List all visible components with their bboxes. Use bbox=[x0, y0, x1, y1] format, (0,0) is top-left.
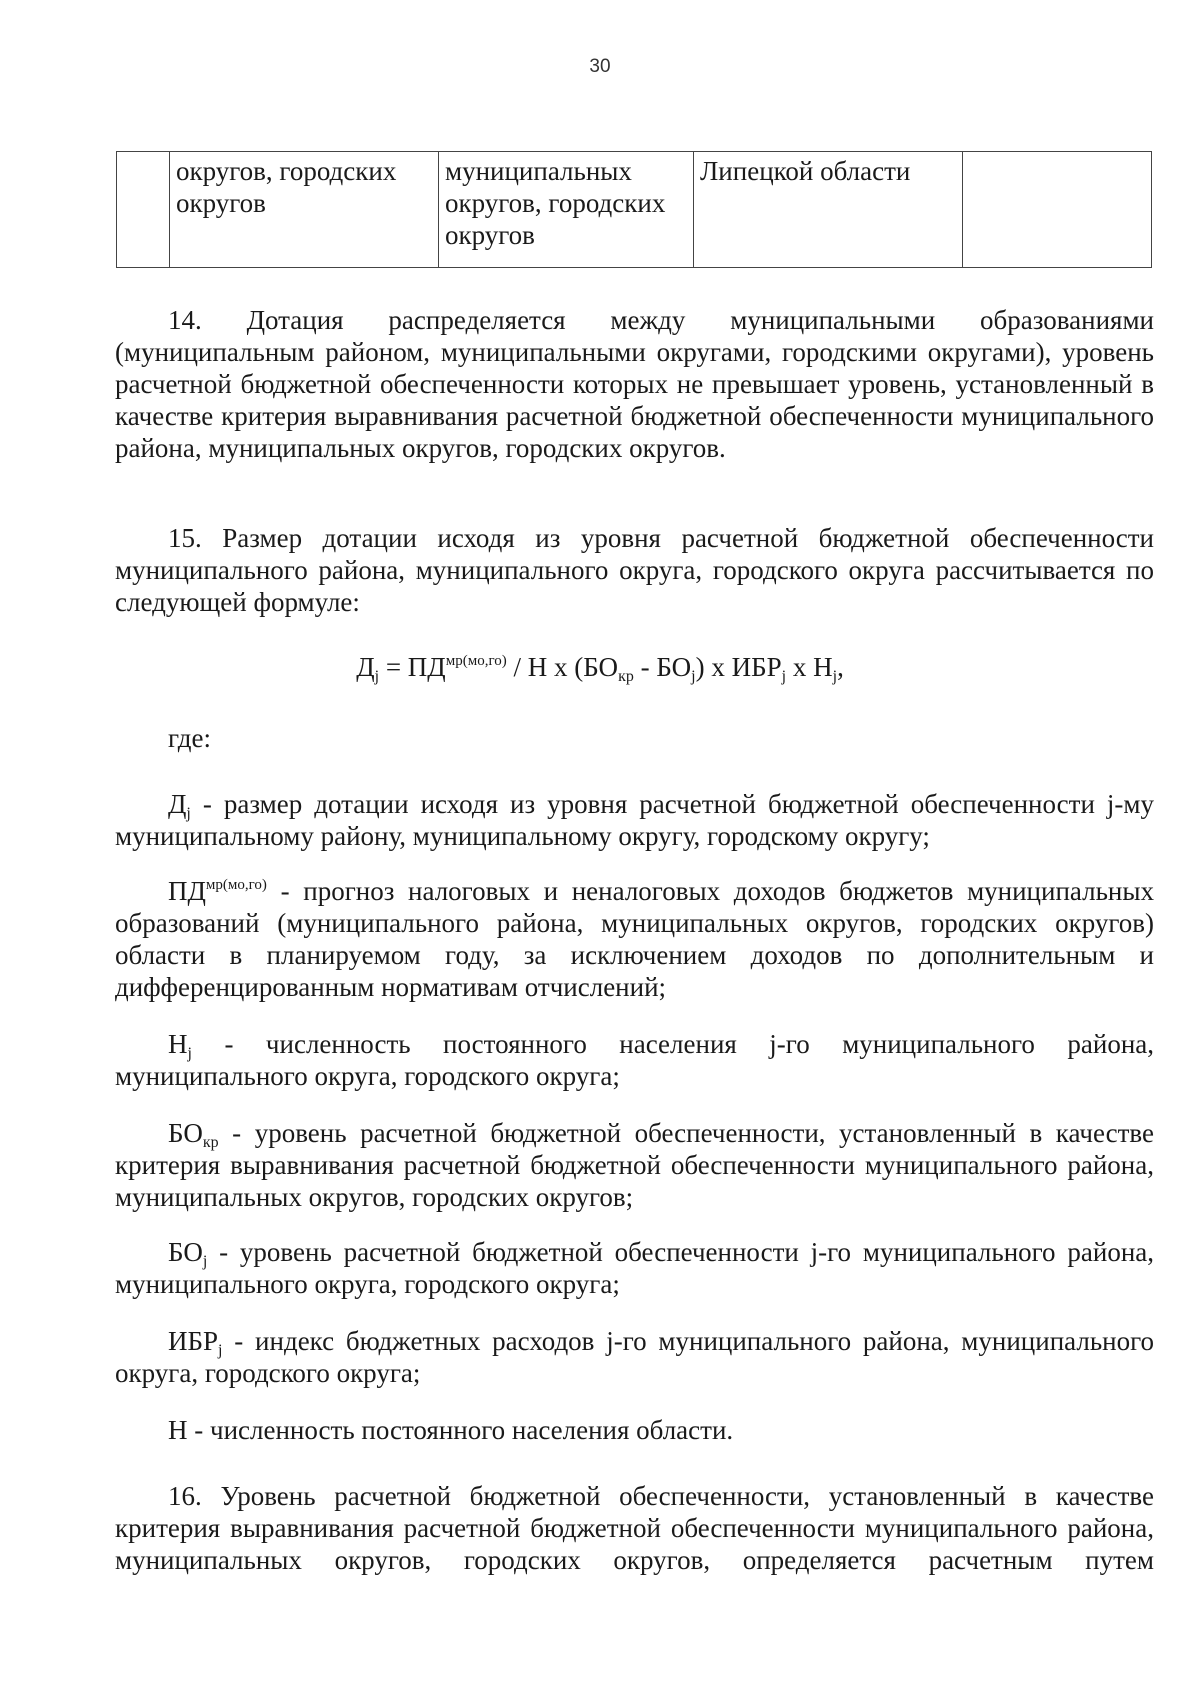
formula-op: ) x bbox=[695, 652, 732, 682]
definition-text: - индекс бюджетных расходов j-го муниципального района, муниципального округа, городского округа; bbox=[115, 1326, 1154, 1388]
symbol: Н bbox=[168, 1029, 188, 1059]
symbol: БО bbox=[168, 1118, 203, 1148]
definition-text: - прогноз налоговых и неналоговых доходов бюджетов муниципальных образований (муниципального района, муниципальных округов, городских округов) области в планируемом году, за исключением доходов по дополнительным и дифференцированным нормативам отчислений; bbox=[115, 876, 1154, 1002]
formula-symbol: ИБР bbox=[731, 652, 782, 682]
definition-text: - уровень расчетной бюджетной обеспеченности, установленный в качестве критерия выравнивания расчетной бюджетной обеспеченности муниципального района, муниципальных округов, городских округов; bbox=[115, 1118, 1154, 1212]
definition-pd bbox=[115, 875, 1154, 1003]
subscript: j bbox=[186, 805, 191, 822]
symbol: ИБР bbox=[168, 1326, 219, 1356]
superscript: мр(мо,го) bbox=[205, 877, 267, 893]
formula-op: x bbox=[786, 652, 814, 682]
continuation-table bbox=[116, 151, 1152, 268]
table-cell: муниципальных округов, городских округов bbox=[439, 152, 694, 268]
table-row bbox=[117, 152, 1152, 268]
definition-bo-j bbox=[115, 1236, 1154, 1300]
table-cell bbox=[963, 152, 1152, 268]
symbol: ПД bbox=[168, 876, 206, 906]
table-cell bbox=[117, 152, 170, 268]
formula-op: - bbox=[633, 652, 657, 682]
definition-text: - размер дотации исходя из уровня расчетной бюджетной обеспеченности j-му муниципальному району, муниципальному округу, городскому округу; bbox=[115, 789, 1154, 851]
formula bbox=[0, 651, 1200, 683]
formula-subscript: j bbox=[832, 668, 838, 685]
formula-symbol: БО bbox=[583, 652, 619, 682]
symbol: Д bbox=[168, 789, 187, 819]
formula-symbol: Н bbox=[813, 652, 833, 682]
formula-subscript: j bbox=[691, 668, 696, 685]
subscript: j bbox=[187, 1045, 192, 1062]
definition-text: - численность постоянного населения j-го муниципального района, муниципального округа, городского округа; bbox=[115, 1029, 1154, 1091]
formula-subscript: j bbox=[374, 668, 380, 685]
formula-op: = bbox=[379, 652, 408, 682]
subscript: j bbox=[218, 1342, 223, 1359]
paragraph-14: 14. Дотация распределяется между муниципальными образованиями (муниципальным районом, муниципальными округами, городскими округами), уровень расчетной бюджетной обеспеченности которых не превышает уровень, установленный в качестве критерия выравнивания расчетной бюджетной обеспеченности муниципального района, муниципальных округов, городских округов. bbox=[115, 305, 1154, 463]
formula-symbol: ПД bbox=[407, 652, 446, 682]
definition-n-j bbox=[115, 1028, 1154, 1092]
paragraph-16: 16. Уровень расчетной бюджетной обеспеченности, установленный в качестве критерия выравнивания расчетной бюджетной обеспеченности муниципального района, муниципальных округов, городских округов, определяется расчетным путем bbox=[115, 1481, 1154, 1575]
definition-ibr-j bbox=[115, 1325, 1154, 1389]
formula-op: / Н x ( bbox=[506, 652, 584, 682]
table-cell: Липецкой области bbox=[694, 152, 963, 268]
definition-bo-kr bbox=[115, 1117, 1154, 1213]
definition-text: - уровень расчетной бюджетной обеспеченности j-го муниципального района, муниципального округа, городского округа; bbox=[115, 1237, 1154, 1299]
formula-op: , bbox=[837, 652, 844, 682]
formula-subscript: j bbox=[781, 668, 787, 685]
page-number: 30 bbox=[589, 56, 611, 77]
where-label: где: bbox=[168, 723, 211, 753]
definition-d-j bbox=[115, 788, 1154, 852]
formula-symbol: Д bbox=[356, 652, 375, 682]
subscript: j bbox=[202, 1253, 208, 1270]
formula-superscript: мр(мо,го) bbox=[445, 653, 507, 669]
subscript: кр bbox=[202, 1134, 219, 1151]
formula-subscript: кр bbox=[618, 668, 634, 685]
symbol: БО bbox=[168, 1237, 203, 1267]
paragraph-15: 15. Размер дотации исходя из уровня расчетной бюджетной обеспеченности муниципального района, муниципального округа, городского округа рассчитывается по следующей формуле: bbox=[115, 523, 1154, 617]
table-cell: округов, городских округов bbox=[170, 152, 439, 268]
formula-symbol: БО bbox=[656, 652, 692, 682]
definition-n: Н - численность постоянного населения области. bbox=[168, 1415, 734, 1445]
